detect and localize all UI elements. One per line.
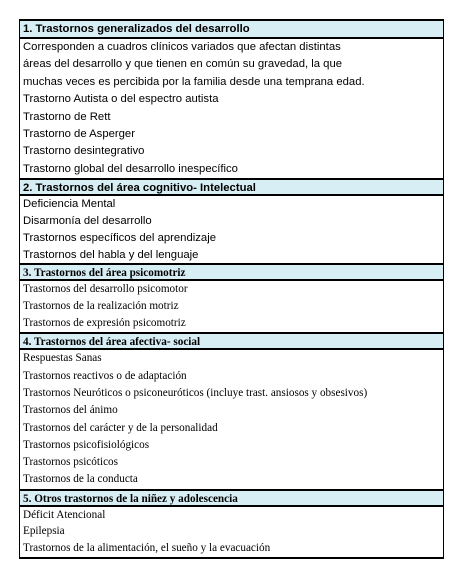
table-row: Disarmonía del desarrollo (23, 214, 152, 227)
table-row: Trastorno desintegrativo (23, 145, 145, 158)
table-row: Deficiencia Mental (23, 198, 116, 211)
section-header: 1. Trastornos generalizados del desarrollo (20, 21, 443, 39)
table-row: Trastornos del carácter y de la personalidad (23, 421, 218, 434)
table-row: Trastornos psicóticos (23, 456, 118, 469)
table-row: Trastornos del desarrollo psicomotor (23, 283, 188, 296)
section-generalizados (20, 21, 443, 178)
disorders-table (19, 19, 444, 559)
table-row: Déficit Atencional (23, 508, 106, 521)
table-row: Trastornos específicos del aprendizaje (23, 231, 216, 244)
table-row: Trastorno de Asperger (23, 127, 135, 140)
table-row: Trastorno de Rett (23, 110, 111, 123)
section-header: 3. Trastornos del área psicomotriz (20, 263, 443, 281)
table-row: Trastornos de la realización motriz (23, 300, 179, 313)
table-row: Trastornos del habla y del lenguaje (23, 248, 199, 261)
table-row: Trastorno Autista o del espectro autista (23, 93, 219, 106)
section-cognitivo (20, 178, 443, 263)
section-header: 5. Otros trastornos de la niñez y adolescencia (20, 489, 443, 507)
table-row: Trastornos Neuróticos o psiconeuróticos (incluye trast. ansiosos y obsesivos) (23, 386, 368, 399)
table-row: Trastornos reactivos o de adaptación (23, 369, 187, 382)
table-row: Trastornos de expresión psicomotriz (23, 317, 186, 330)
section-psicomotriz (20, 263, 443, 332)
section-afectiva-social (20, 332, 443, 488)
table-row: Trastorno global del desarrollo inespecífico (23, 162, 238, 175)
section-header: 4. Trastornos del área afectiva- social (20, 332, 443, 350)
section-otros (20, 489, 443, 557)
section-header: 2. Trastornos del área cognitivo- Intelectual (20, 178, 443, 196)
table-row: Epilepsia (23, 525, 65, 538)
table-row: Respuestas Sanas (23, 352, 102, 365)
table-row: muchas veces es percibida por la familia desde una temprana edad. (23, 75, 365, 88)
table-row: Trastornos de la conducta (23, 473, 138, 486)
table-row: Trastornos de la alimentación, el sueño y la evacuación (23, 542, 271, 555)
table-row: Corresponden a cuadros clínicos variados que afectan distintas (23, 41, 341, 53)
table-row: áreas del desarrollo y que tienen en común su gravedad, la que (23, 58, 343, 71)
table-row: Trastornos psicofisiológicos (23, 438, 150, 451)
table-row: Trastornos del ánimo (23, 404, 118, 417)
